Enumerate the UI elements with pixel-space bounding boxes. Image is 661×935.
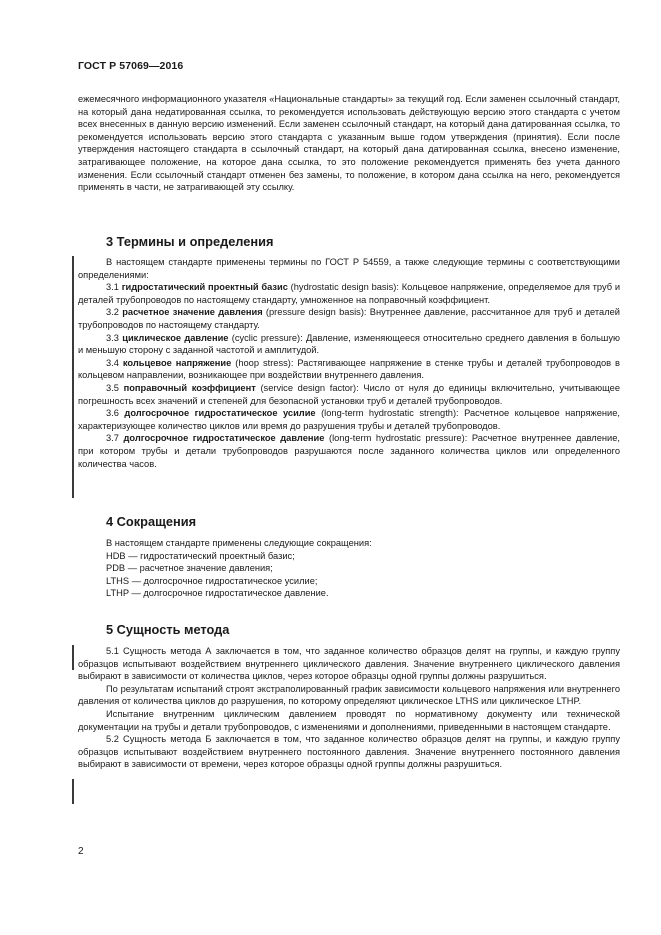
abbreviation-item: LTHS — долгосрочное гидростатическое усилие; xyxy=(106,575,318,586)
section-4-lead: В настоящем стандарте применены следующие сокращения: xyxy=(106,538,372,548)
section-3-body xyxy=(78,256,620,470)
page-number: 2 xyxy=(78,846,84,857)
term-name: долгосрочное гидростатическое усилие xyxy=(124,408,316,419)
term-text: (hydrostatic design basis): Кольцевое напряжение, определяемое для труб и деталей трубопроводов по настоящему стандарту, умноженное на поправочный коэффициент. xyxy=(78,282,621,305)
section-5-paragraph: По результатам испытаний строят экстраполированный график зависимости кольцевого напряжения или внутреннего давления от количества циклов до разрушения, по которому определяют циклическое LTHS или циклическое LTHP. xyxy=(78,683,620,707)
term-text: (long-term hydrostatic strength): Расчетное кольцевое напряжение, характеризующее количество циклов или время до разрушения трубы и деталей трубопроводов. xyxy=(78,408,620,431)
term-text: (pressure design basis): Внутреннее давление, рассчитанное для труб и деталей трубопроводов по настоящему стандарту. xyxy=(78,307,620,330)
term-number: 3.1 xyxy=(106,282,119,293)
term-text: (service design factor): Число от нуля до единицы включительно, учитывающее погрешность всех значений и степеней для безопасной установки труб и деталей трубопроводов. xyxy=(78,382,620,406)
term-name: поправочный коэффициент xyxy=(123,382,256,393)
term-name: кольцевое напряжение xyxy=(122,357,232,368)
term-text: (long-term hydrostatic pressure): Расчетное внутреннее давление, при котором трубы и детали трубопроводов разрушаются после заданного количества циклов или определенного количества часов. xyxy=(78,433,620,469)
term-text: (hoop stress): Растягивающее напряжение в стенке трубы и деталей трубопроводов в кольцевом направлении, возникающее при воздействии внутреннего давления. xyxy=(78,357,620,381)
intro-paragraph: ежемесячного информационного указателя «Национальные стандарты» за текущий год. Если заменен ссылочный стандарт, на который дана недатированная ссылка, то рекомендуется использовать действующую версию этого стандарта с учетом всех внесенных в данную версию изменений. Если заменен ссылочный стандарт, на который дана датированная ссылка, то рекомендуется использовать версию этого стандарта с указанным выше годом утверждения (принятия). Если после утверждения настоящего стандарта в ссылочный стандарт, на который дана датированная ссылка, внесено изменение, затрагивающее положение, на которое дана ссылка, то это положение рекомендуется применять без учета данного изменения. Если ссылочный стандарт отменен без замены, то положение, в котором дана ссылка на него, рекомендуется применять в части, не затрагивающей эту ссылку. xyxy=(78,94,620,193)
term-number: 3.6 xyxy=(106,408,119,419)
abbreviation-item: PDB — расчетное значение давления; xyxy=(106,563,273,574)
abbreviation-item: LTHP — долгосрочное гидростатическое давление. xyxy=(106,588,329,599)
section-5-heading: 5 Сущность метода xyxy=(106,622,230,637)
section-5-paragraph: 5.1 Сущность метода А заключается в том, что заданное количество образцов делят на группы, и каждую группу образцов испытывают воздействием внутреннего циклического давления. Значение внутреннего циклического давления выбирают в зависимости от количества циклов, через которое образцы одной группы должны разрушиться. xyxy=(78,646,620,682)
term-definition xyxy=(78,357,620,382)
section-5-body xyxy=(78,645,620,771)
change-bar xyxy=(72,645,74,670)
term-definition xyxy=(78,281,620,306)
term-definition xyxy=(78,432,620,470)
term-name: долгосрочное гидростатическое давление xyxy=(123,433,325,444)
term-number: 3.3 xyxy=(106,332,119,343)
term-number: 3.2 xyxy=(106,307,119,318)
term-number: 3.7 xyxy=(106,433,119,444)
section-4-heading: 4 Сокращения xyxy=(106,514,197,529)
terms-list xyxy=(78,281,620,470)
section-3-lead: В настоящем стандарте применены термины по ГОСТ Р 54559, а также следующие термины с соответствующими определениями: xyxy=(78,257,620,280)
term-number: 3.5 xyxy=(106,382,119,393)
standard-code-header: ГОСТ Р 57069—2016 xyxy=(78,60,184,72)
term-name: гидростатический проектный базис xyxy=(121,282,288,293)
term-number: 3.4 xyxy=(106,357,119,368)
change-bar xyxy=(72,779,74,804)
term-definition xyxy=(78,332,620,357)
term-definition xyxy=(78,306,620,331)
term-name: расчетное значение давления xyxy=(122,307,263,318)
term-definition xyxy=(78,382,620,407)
section-5-paragraph: 5.2 Сущность метода Б заключается в том, что заданное количество образцов делят на группы, и каждую группу образцов испытывают воздействием внутреннего постоянного давления. Значение внутреннего постоянного давления выбирают в зависимости от времени, через которое образцы одной группы должны разрушиться. xyxy=(78,734,620,770)
term-name: циклическое давление xyxy=(122,332,229,343)
section-3-heading: 3 Термины и определения xyxy=(106,234,274,249)
intro-paragraph-block xyxy=(78,93,620,194)
section-5-paragraph: Испытание внутренним циклическим давлением проводят по нормативному документу или технической документации на трубы и детали трубопроводов, с изменениями и дополнениями, приведенными в настоящем стандарте. xyxy=(78,708,620,732)
change-bar xyxy=(72,256,74,498)
section-4-body xyxy=(78,537,620,600)
term-text: (cyclic pressure): Давление, изменяющееся относительно среднего давления в большую и меньшую сторону с заданной частотой и амплитудой. xyxy=(78,332,620,356)
term-definition xyxy=(78,407,620,432)
abbreviation-item: HDB — гидростатический проектный базис; xyxy=(106,550,295,561)
